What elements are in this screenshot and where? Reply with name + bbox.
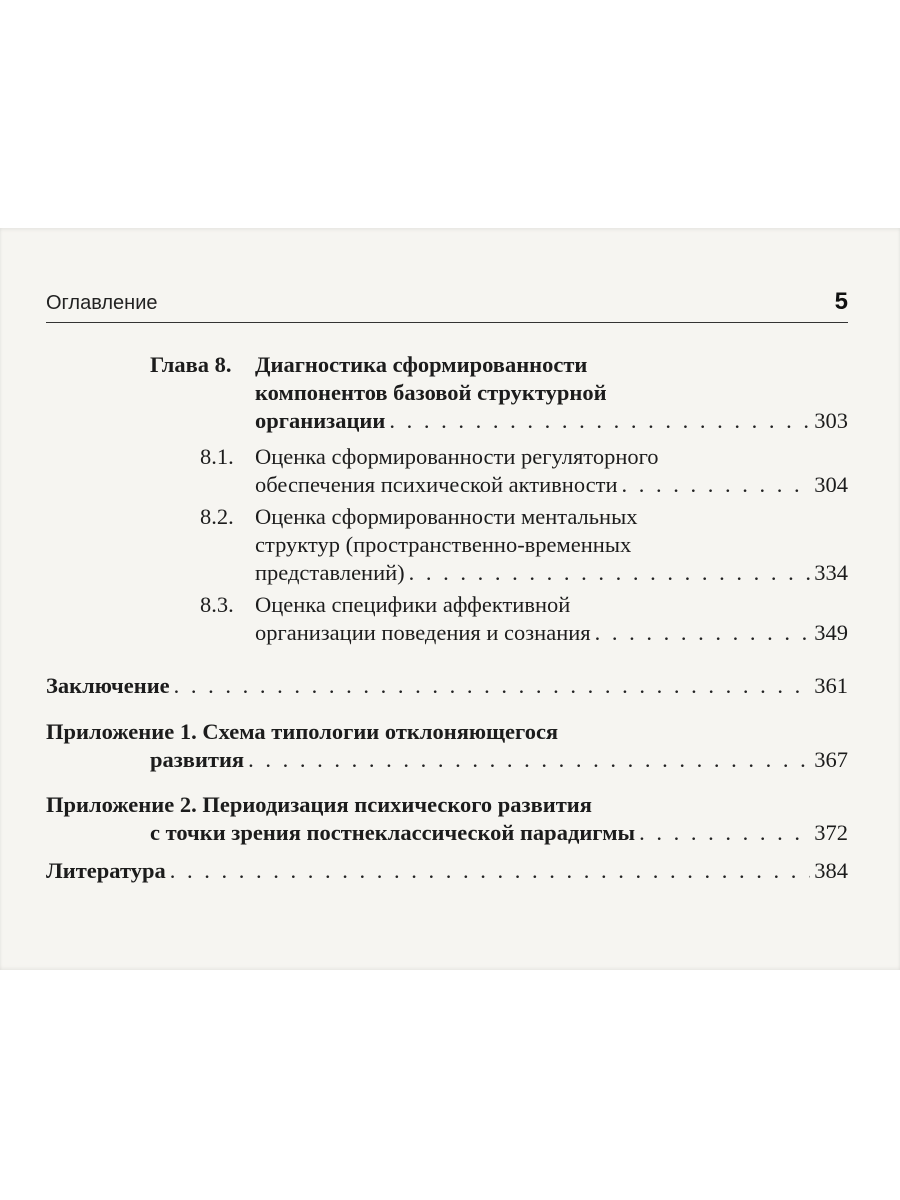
toc-page-number: 361 [814,673,848,698]
section-title-line-1: Оценка сформированности ментальных [255,504,638,529]
toc-page-number: 303 [814,408,848,433]
dot-leader [389,407,810,435]
dot-leader [409,559,811,587]
appendix-2-title-line-2: с точки зрения постнеклассической парадигмы [150,820,636,845]
dot-leader [622,471,811,499]
section-title-line-2: обеспечения психической активности [255,472,618,497]
dot-leader [170,857,811,885]
appendix-2-title-line-1: Приложение 2. Периодизация психического развития [46,792,592,817]
appendix-1-title-line-2: развития [150,747,245,772]
dot-leader [639,819,810,847]
toc-entry-conclusion[interactable] [46,672,848,702]
literature-title: Литература [46,858,166,883]
chapter-title-line-3: организации [255,408,386,433]
toc-entry-section-8-3[interactable] [200,591,848,649]
dot-leader [248,746,810,774]
toc-entry-chapter-8[interactable] [150,351,848,441]
running-head-title: Оглавление [46,292,158,314]
toc-page-number: 334 [814,560,848,585]
toc-entry-section-8-2[interactable] [200,503,848,589]
section-number: 8.3. [200,592,234,617]
toc-page-number: 367 [814,747,848,772]
section-title-line-1: Оценка сформированности регуляторного [255,444,659,469]
dot-leader [174,672,811,700]
toc-entry-literature[interactable] [46,857,848,887]
chapter-title-line-1: Диагностика сформированности [255,352,588,377]
section-title-line-2: организации поведения и сознания [255,620,591,645]
appendix-1-title-line-1: Приложение 1. Схема типологии отклоняющегося [46,719,559,744]
toc-entry-section-8-1[interactable] [200,443,848,501]
section-number: 8.1. [200,444,234,469]
section-number: 8.2. [200,504,234,529]
page-number: 5 [834,288,848,315]
toc-entry-appendix-2[interactable] [46,791,848,849]
conclusion-title: Заключение [46,673,170,698]
dot-leader [595,619,811,647]
toc-page-number: 304 [814,472,848,497]
toc-page-number: 372 [814,820,848,845]
toc-entry-appendix-1[interactable] [46,718,848,776]
toc-page-number: 384 [814,858,848,883]
toc-page-number: 349 [814,620,848,645]
section-title-line-3: представлений) [255,560,405,585]
section-title-line-2: структур (пространственно-временных [255,532,632,557]
chapter-title-line-2: компонентов базовой структурной [255,380,607,405]
chapter-label: Глава 8. [150,352,232,377]
running-head [46,288,848,323]
section-title-line-1: Оценка специфики аффективной [255,592,571,617]
